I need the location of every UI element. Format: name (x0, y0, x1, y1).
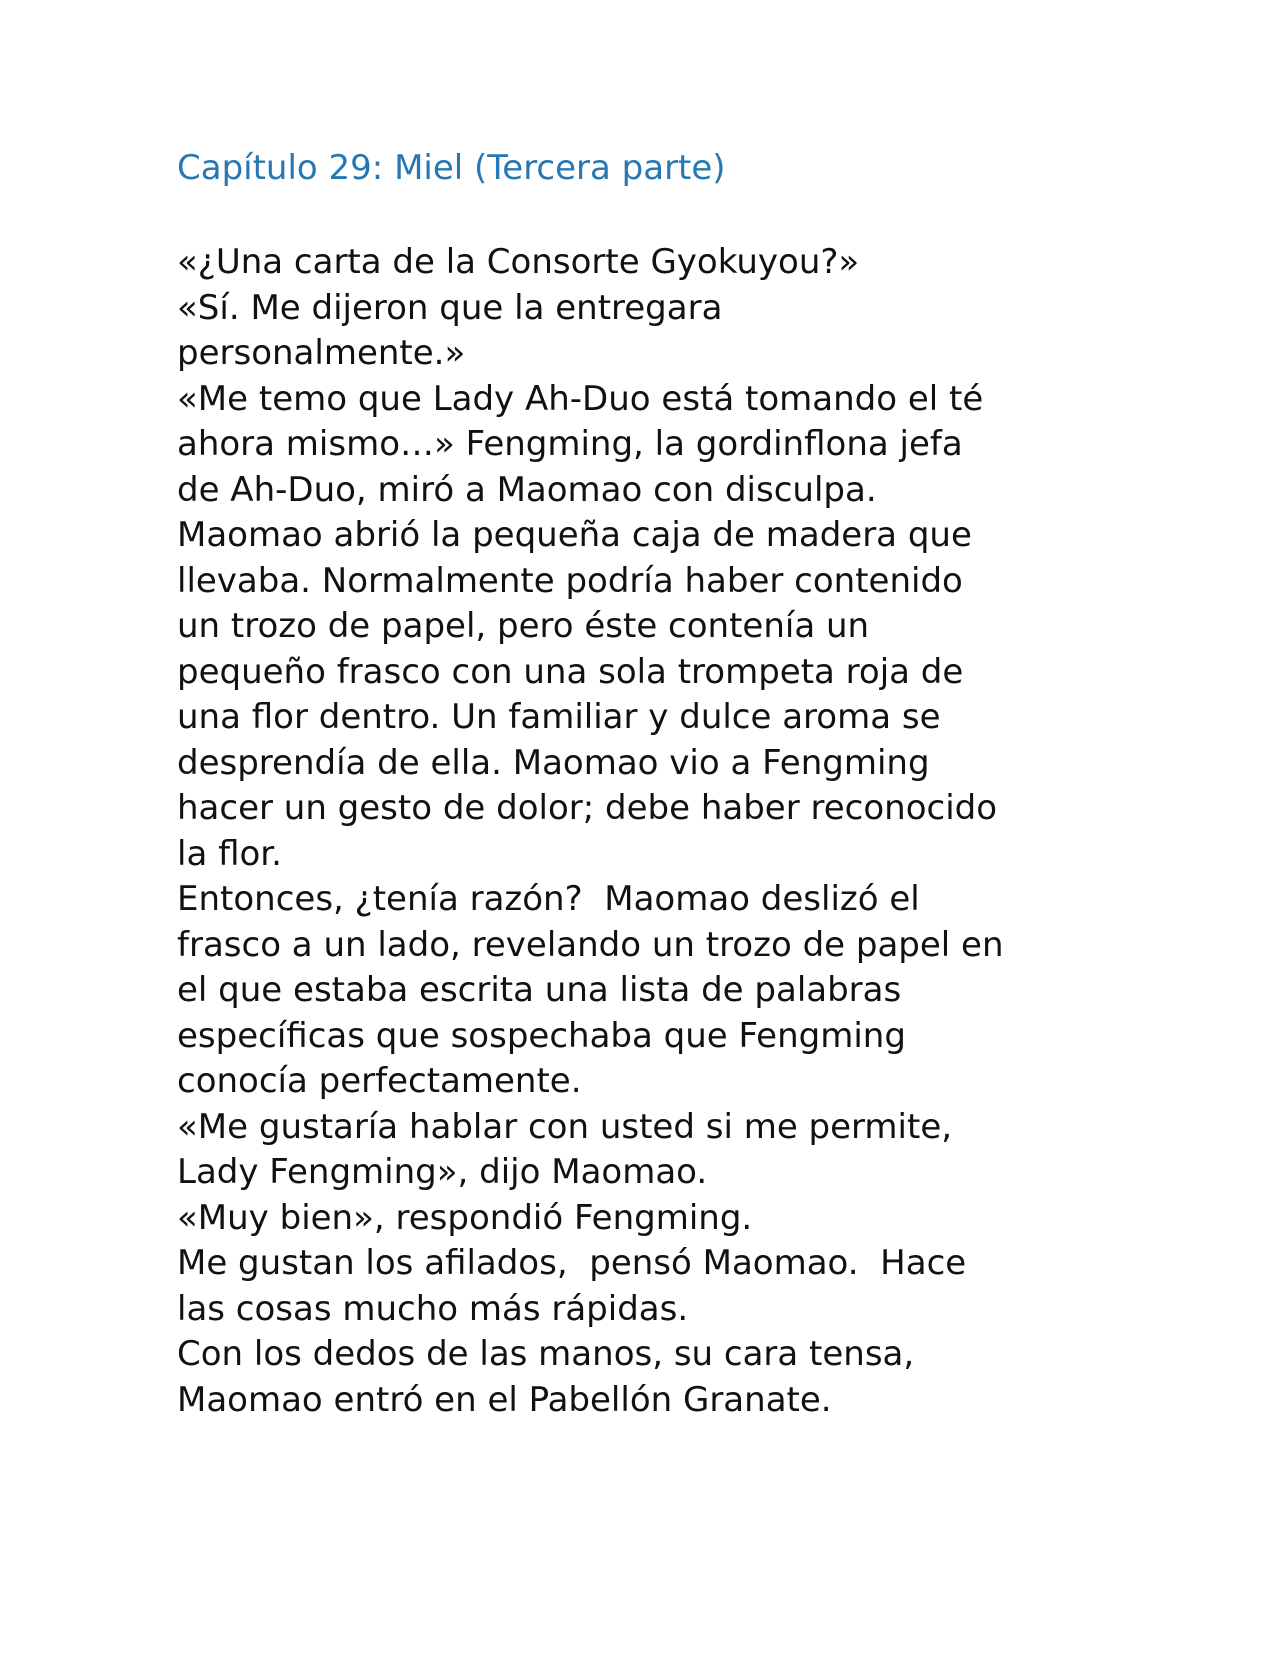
text-line: «Me gustaría hablar con usted si me permite, (177, 1106, 953, 1147)
text-line: «Sí. Me dijeron que la entregara (177, 287, 723, 328)
text-line: las cosas mucho más rápidas. (177, 1288, 689, 1329)
text-line: Maomao abrió la pequeña caja de madera que (177, 515, 972, 555)
text-line: una flor dentro. Un familiar y dulce aroma se (177, 697, 941, 737)
text-line: llevaba. Normalmente podría haber contenido (177, 560, 963, 601)
text-line: frasco a un lado, revelando un trozo de papel en (177, 924, 1004, 965)
text-line: la flor. (177, 833, 282, 874)
text-line: específicas que sospechaba que Fengming (177, 1015, 906, 1056)
text-line: «¿Una carta de la Consorte Gyokuyou?» (177, 242, 860, 282)
text-line: Me gustan los afilados, pensó Maomao. Hace (177, 1243, 967, 1283)
text-line: Maomao entró en el Pabellón Granate. (177, 1379, 832, 1420)
text-line: ahora mismo…» Fengming, la gordinflona jefa (177, 424, 963, 464)
text-line: Con los dedos de las manos, su cara tensa, (177, 1334, 915, 1374)
text-line: personalmente.» (177, 333, 466, 373)
text-line: «Muy bien», respondió Fengming. (177, 1197, 753, 1238)
text-line: hacer un gesto de dolor; debe haber reconocido (177, 788, 998, 828)
chapter-title: Capítulo 29: Miel (Tercera parte) (177, 148, 726, 188)
text-line: desprendía de ella. Maomao vio a Fengming (177, 742, 930, 783)
chapter-body (177, 240, 1117, 1423)
text-line: pequeño frasco con una sola trompeta roja de (177, 651, 964, 692)
text-line: el que estaba escrita una lista de palabras (177, 970, 902, 1010)
text-line: Lady Fengming», dijo Maomao. (177, 1152, 708, 1192)
text-line: Entonces, ¿tenía razón? Maomao deslizó el (177, 879, 920, 919)
text-line: de Ah-Duo, miró a Maomao con disculpa. (177, 469, 877, 510)
text-line: conocía perfectamente. (177, 1061, 582, 1101)
text-line: «Me temo que Lady Ah-Duo está tomando el té (177, 378, 984, 419)
text-line: un trozo de papel, pero éste contenía un (177, 606, 870, 646)
